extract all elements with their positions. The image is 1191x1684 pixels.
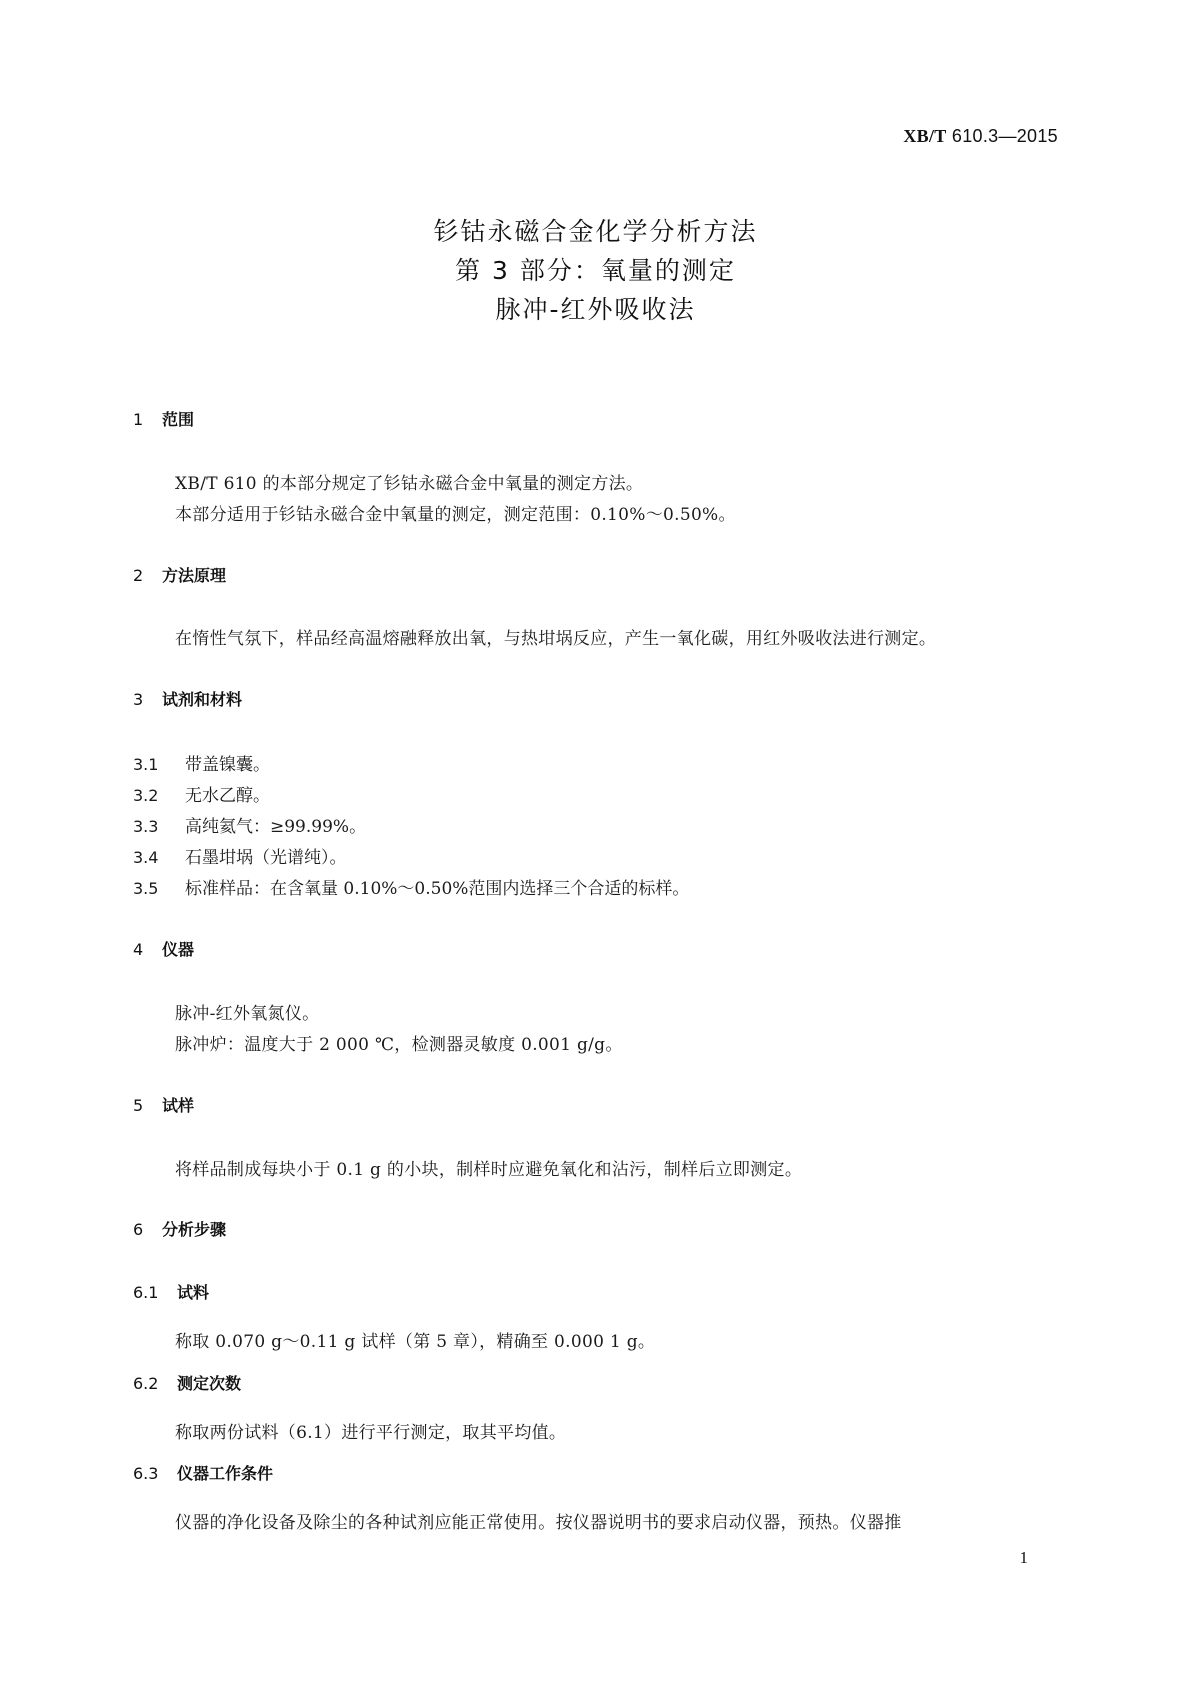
list-item [133, 781, 270, 806]
section-4-heading [133, 937, 194, 960]
paragraph: 本部分适用于钐钴永磁合金中氧量的测定，测定范围：0.10%～0.50%。 [175, 505, 736, 525]
page-number: 1 [1019, 1548, 1028, 1567]
paragraph: 仪器的净化设备及除尘的各种试剂应能正常使用。按仪器说明书的要求启动仪器，预热。仪器推 [175, 1513, 902, 1533]
section-number: 1 [133, 410, 144, 429]
item-text: 带盖镍囊。 [185, 755, 270, 775]
item-number: 3.3 [133, 817, 159, 836]
item-text: 石墨坩埚（光谱纯）。 [185, 848, 347, 868]
item-number: 3.4 [133, 848, 159, 867]
item-number: 3.1 [133, 755, 159, 774]
list-item [133, 843, 347, 868]
section-title: 仪器 [162, 940, 195, 959]
item-text: 标准样品：在含氧量 0.10%～0.50%范围内选择三个合适的标样。 [185, 879, 690, 899]
section-title: 试剂和材料 [162, 690, 243, 709]
section-title: 方法原理 [162, 566, 227, 585]
subsection-number: 6.2 [133, 1374, 159, 1393]
item-number: 3.5 [133, 879, 159, 898]
paragraph: 称取 0.070 g～0.11 g 试样（第 5 章），精确至 0.000 1 g。 [175, 1332, 656, 1352]
section-title: 试样 [162, 1096, 195, 1115]
section-title: 范围 [162, 410, 195, 429]
section-2-heading [133, 563, 226, 586]
document-title-line3: 脉冲-红外吸收法 [495, 295, 696, 324]
section-number: 2 [133, 566, 144, 585]
section-number: 6 [133, 1220, 144, 1239]
section-title: 分析步骤 [162, 1220, 227, 1239]
list-item [133, 812, 366, 837]
section-number: 5 [133, 1096, 144, 1115]
standard-code: 610.3—2015 [951, 126, 1058, 146]
section-5-heading [133, 1093, 194, 1116]
standard-prefix: XB/T [903, 126, 947, 146]
section-3-heading [133, 687, 242, 710]
subsection-6-3-heading [133, 1461, 273, 1484]
paragraph: 称取两份试料（6.1）进行平行测定，取其平均值。 [175, 1423, 567, 1443]
paragraph: 在惰性气氛下，样品经高温熔融释放出氧，与热坩埚反应，产生一氧化碳，用红外吸收法进行测定。 [175, 629, 937, 649]
subsection-number: 6.1 [133, 1283, 159, 1302]
paragraph: 将样品制成每块小于 0.1 g 的小块，制样时应避免氧化和沾污，制样后立即测定。 [175, 1160, 803, 1180]
subsection-title: 试料 [177, 1283, 210, 1302]
section-number: 3 [133, 690, 144, 709]
list-item [133, 874, 689, 899]
item-text: 高纯氦气：≥99.99%。 [185, 817, 367, 837]
section-1-heading [133, 407, 194, 430]
paragraph: XB/T 610 的本部分规定了钐钴永磁合金中氧量的测定方法。 [175, 474, 644, 494]
item-number: 3.2 [133, 786, 159, 805]
document-title-line1: 钐钴永磁合金化学分析方法 [433, 217, 758, 246]
subsection-6-2-heading [133, 1371, 241, 1394]
list-item [133, 750, 270, 775]
paragraph: 脉冲炉：温度大于 2 000 ℃，检测器灵敏度 0.001 g/g。 [175, 1035, 623, 1055]
item-text: 无水乙醇。 [185, 786, 270, 806]
section-6-heading [133, 1217, 226, 1240]
subsection-6-1-heading [133, 1280, 209, 1303]
standard-number [903, 126, 1058, 147]
subsection-title: 仪器工作条件 [177, 1464, 274, 1483]
subsection-number: 6.3 [133, 1464, 159, 1483]
subsection-title: 测定次数 [177, 1374, 242, 1393]
document-title-line2: 第 3 部分：氧量的测定 [455, 256, 736, 285]
paragraph: 脉冲-红外氧氮仪。 [175, 1004, 320, 1024]
section-number: 4 [133, 940, 144, 959]
